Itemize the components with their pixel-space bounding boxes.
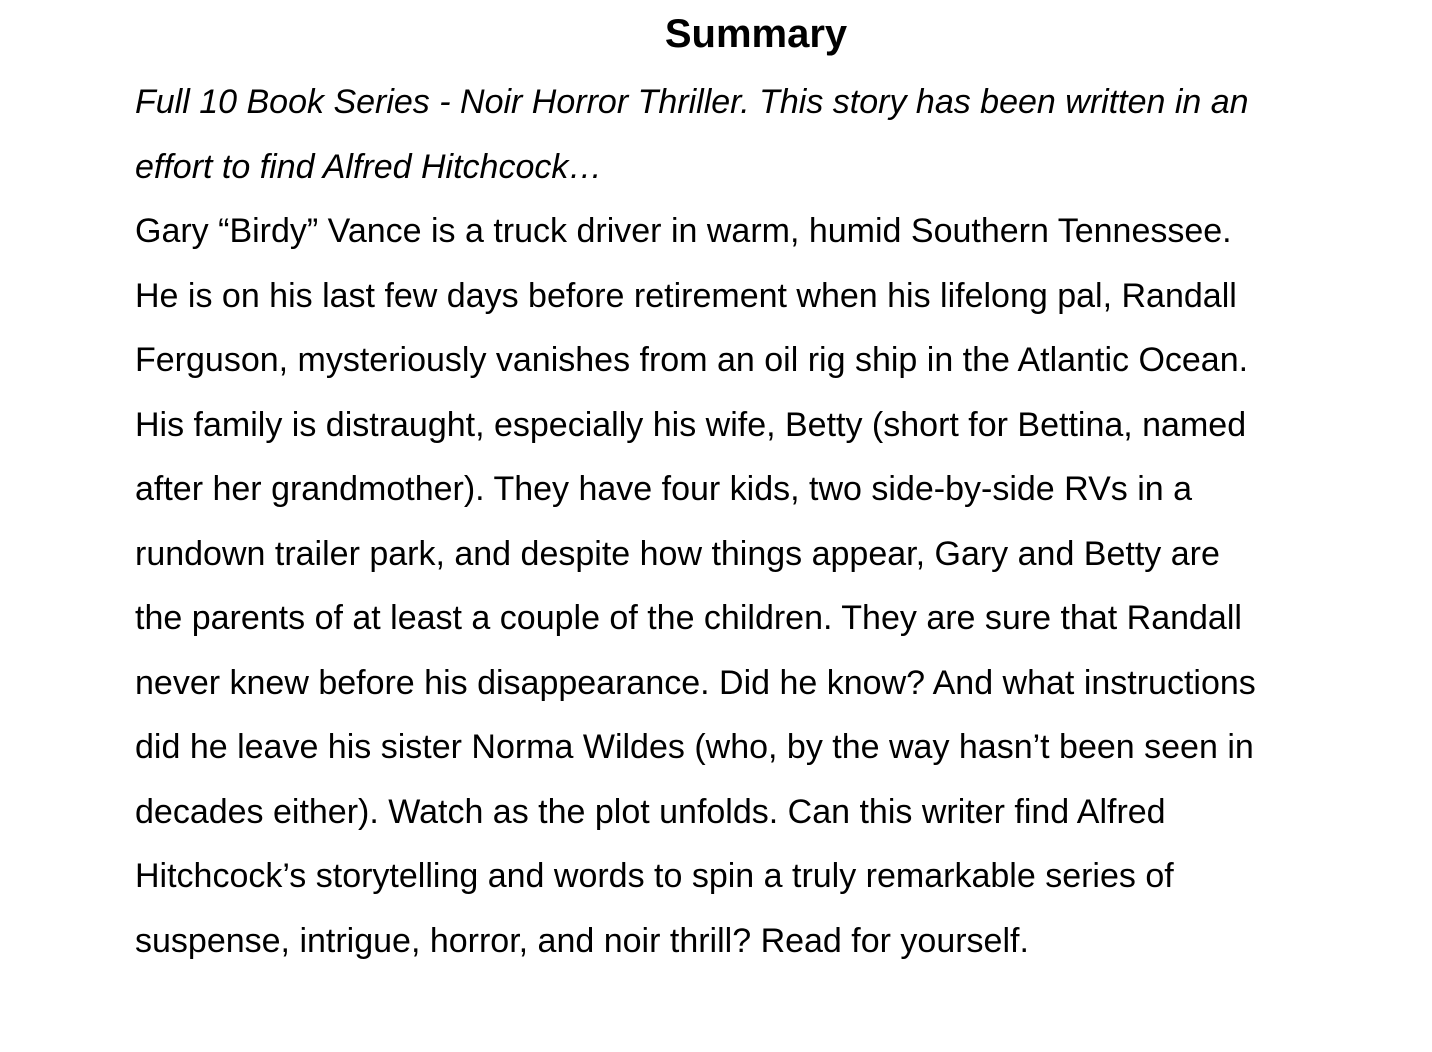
description-line: after her grandmother). They have four kids, two side-by-side RVs in a bbox=[135, 470, 1193, 508]
page-title: Summary bbox=[664, 12, 848, 56]
description-line: Ferguson, mysteriously vanishes from an oil rig ship in the Atlantic Ocean. bbox=[135, 341, 1249, 379]
description-line: decades either). Watch as the plot unfolds. Can this writer find Alfred bbox=[135, 792, 1166, 831]
description-line: the parents of at least a couple of the children. They are sure that Randall bbox=[135, 599, 1242, 637]
description-line: did he leave his sister Norma Wildes (who, by the way hasn’t been seen in bbox=[135, 728, 1254, 766]
summary-content bbox=[135, 70, 1385, 973]
description-line: rundown trailer park, and despite how things appear, Gary and Betty are bbox=[135, 534, 1220, 573]
description-line: suspense, intrigue, horror, and noir thrill? Read for yourself. bbox=[135, 921, 1029, 960]
description bbox=[135, 199, 1385, 973]
tagline-line: effort to find Alfred Hitchcock… bbox=[135, 147, 603, 186]
description-line: He is on his last few days before retirement when his lifelong pal, Randall bbox=[135, 276, 1237, 315]
description-line: Gary “Birdy” Vance is a truck driver in warm, humid Southern Tennessee. bbox=[135, 212, 1232, 250]
tagline bbox=[135, 70, 1385, 199]
tagline-line: Full 10 Book Series - Noir Horror Thriller. This story has been written in an bbox=[135, 83, 1249, 121]
description-line: never knew before his disappearance. Did he know? And what instructions bbox=[135, 663, 1256, 702]
description-line: His family is distraught, especially his wife, Betty (short for Bettina, named bbox=[135, 405, 1247, 444]
description-line: Hitchcock’s storytelling and words to spin a truly remarkable series of bbox=[135, 857, 1174, 895]
